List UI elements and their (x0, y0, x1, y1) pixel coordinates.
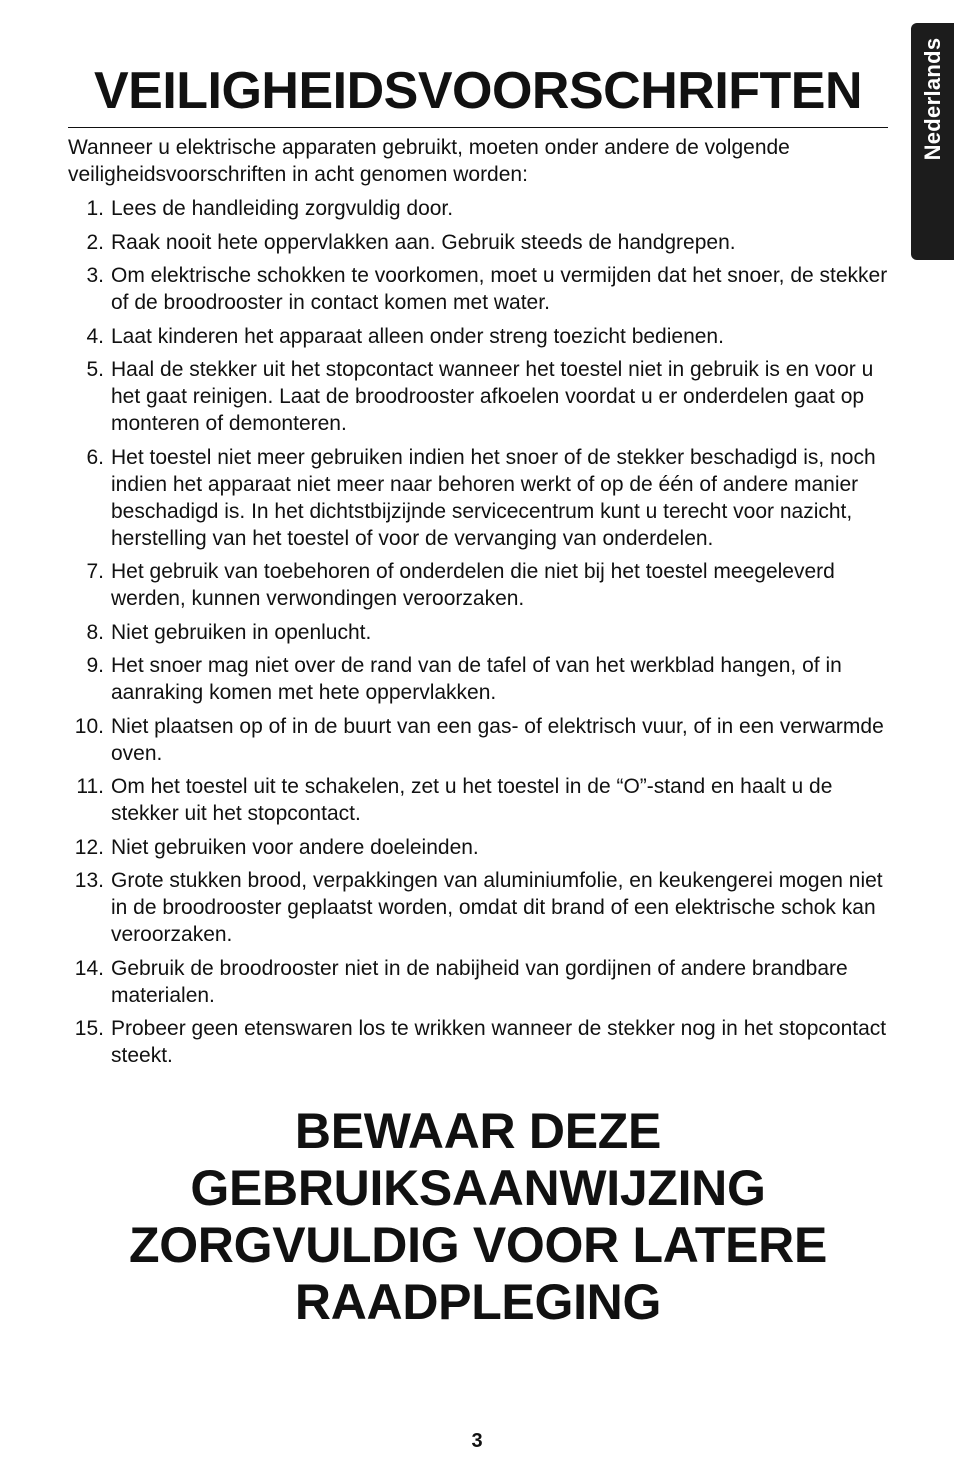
page-title: VEILIGHEIDSVOORSCHRIFTEN (93, 62, 863, 120)
item-text: Om het toestel uit te schakelen, zet u het toestel in de “O”-stand en haalt u de stekker uit het stopcontact. (111, 775, 833, 825)
closing-line: GEBRUIKSAANWIJZING (190, 1160, 766, 1216)
list-item (68, 834, 898, 861)
item-number: 1. (86, 197, 104, 220)
item-text: Grote stukken brood, verpakkingen van aluminiumfolie, en keukengerei mogen niet in de broodrooster geplaatst worden, omdat dit brand of een elektrische schok kan veroorzaken. (111, 869, 883, 946)
item-text: Het snoer mag niet over de rand van de tafel of van het werkblad hangen, of in aanraking komen met hete oppervlakken. (111, 654, 842, 704)
item-number: 14. (74, 956, 104, 980)
item-text: Het toestel niet meer gebruiken indien het snoer of de stekker beschadigd is, noch indien het apparaat niet meer naar behoren werkt of op de één of andere manier beschadigd is. In het dichtstbijzijnde servicecentrum kunt u terecht voor nazicht, herstelling van het toestel of voor de vervanging van onderdelen. (111, 445, 876, 550)
closing-line: BEWAAR DEZE (294, 1103, 662, 1159)
page-number: 3 (471, 1430, 483, 1452)
list-item (68, 773, 898, 827)
list-item (68, 713, 898, 767)
item-number: 5. (86, 358, 104, 381)
list-item (68, 867, 898, 948)
closing-line: RAADPLEGING (294, 1274, 662, 1330)
item-text: Niet gebruiken in openlucht. (111, 620, 372, 644)
item-text: Het gebruik van toebehoren of onderdelen die niet bij het toestel meegeleverd werden, kunnen verwondingen veroorzaken. (111, 560, 835, 610)
list-item (68, 195, 898, 222)
closing-line: ZORGVULDIG VOOR LATERE (128, 1217, 828, 1273)
item-text: Om elektrische schokken te voorkomen, moet u vermijden dat het snoer, de stekker of de broodrooster in contact komen met water. (111, 264, 888, 314)
closing-heading (68, 1103, 888, 1331)
item-text: Haal de stekker uit het stopcontact wanneer het toestel niet in gebruik is en voor u het gaat reinigen. Laat de broodrooster afkoelen voordat u er onderdelen gaat op monteren of demonteren. (111, 358, 874, 435)
language-tab (911, 23, 954, 260)
list-item (68, 262, 898, 316)
item-number: 7. (86, 560, 104, 583)
item-text: Probeer geen etenswaren los te wrikken wanneer de stekker nog in het stopcontact steekt. (111, 1017, 887, 1067)
list-item (68, 323, 898, 350)
intro-paragraph: Wanneer u elektrische apparaten gebruikt, moeten onder andere de volgende veiligheidsvoorschriften in acht genomen worden: (68, 136, 790, 186)
list-item (68, 229, 898, 256)
item-number: 8. (86, 620, 104, 644)
item-text: Raak nooit hete oppervlakken aan. Gebruik steeds de handgrepen. (111, 230, 736, 254)
title-divider (68, 127, 888, 128)
item-number: 15. (74, 1017, 104, 1040)
item-number: 3. (86, 264, 104, 287)
item-text: Niet gebruiken voor andere doeleinden. (111, 835, 479, 859)
item-number: 9. (86, 654, 104, 677)
list-item (68, 955, 898, 1009)
list-item (68, 558, 898, 612)
list-item (68, 1015, 898, 1069)
item-number: 2. (86, 230, 104, 254)
language-tab-label: Nederlands (919, 37, 945, 161)
item-number: 10. (74, 714, 104, 738)
list-item (68, 619, 898, 646)
item-text: Laat kinderen het apparaat alleen onder streng toezicht bedienen. (111, 324, 724, 348)
item-number: 11. (76, 775, 104, 798)
item-number: 6. (86, 445, 104, 469)
item-text: Gebruik de broodrooster niet in de nabijheid van gordijnen of andere brandbare materialen. (111, 956, 848, 1007)
list-item (68, 652, 898, 706)
item-text: Lees de handleiding zorgvuldig door. (111, 197, 454, 220)
item-number: 13. (74, 869, 104, 892)
safety-list (68, 195, 898, 1076)
list-item (68, 444, 898, 552)
list-item (68, 356, 898, 437)
item-number: 4. (86, 324, 104, 348)
item-number: 12. (74, 835, 104, 859)
item-text: Niet plaatsen op of in de buurt van een gas- of elektrisch vuur, of in een verwarmde oven. (111, 714, 884, 765)
